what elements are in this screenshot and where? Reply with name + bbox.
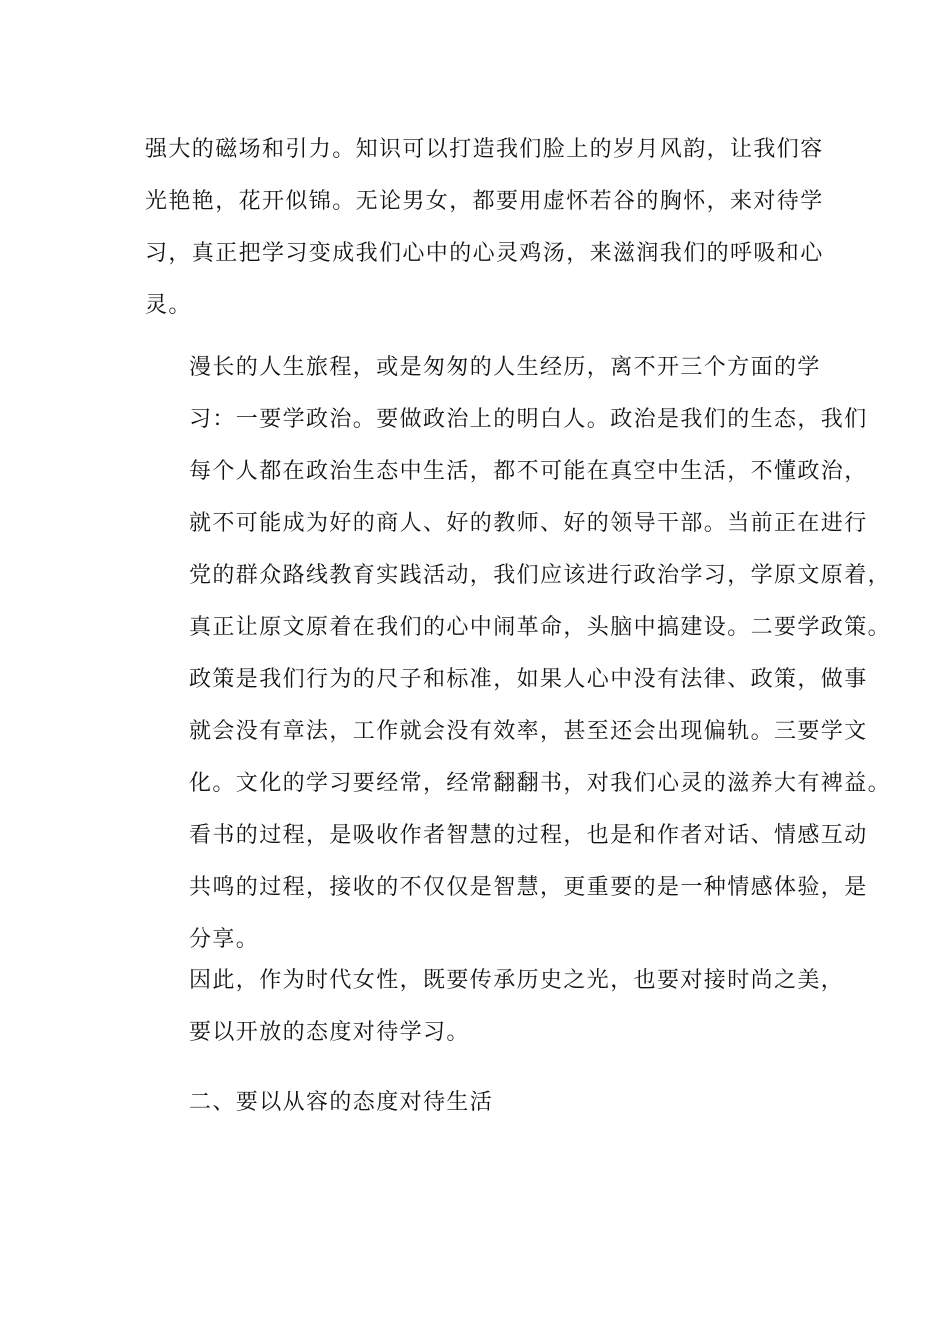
- text-line: 共鸣的过程，接收的不仅仅是智慧，更重要的是一种情感体验，是: [189, 875, 868, 900]
- text-line: 就不可能成为好的商人、好的教师、好的领导干部。当前正在进行: [189, 511, 868, 536]
- text-line: 分享。: [189, 927, 260, 952]
- text-line: 就会没有章法，工作就会没有效率，甚至还会出现偏轨。三要学文: [189, 719, 868, 744]
- text-line: 政策是我们行为的尺子和标准，如果人心中没有法律、政策，做事: [189, 667, 868, 692]
- text-line: 党的群众路线教育实践活动，我们应该进行政治学习，学原文原着，: [189, 563, 892, 588]
- section-heading: [145, 1077, 810, 1129]
- paragraph-1: [145, 124, 824, 332]
- text-line: 漫长的人生旅程，或是匆匆的人生经历，离不开三个方面的学: [189, 355, 821, 380]
- text-line: 灵。: [145, 293, 192, 318]
- text-line: 因此，作为时代女性，既要传承历史之光，也要对接时尚之美，: [189, 968, 845, 993]
- text-line: 习：一要学政治。要做政治上的明白人。政治是我们的生态，我们: [189, 407, 868, 432]
- text-line: 每个人都在政治生态中生活，都不可能在真空中生活，不懂政治，: [189, 459, 868, 484]
- text-line: 真正让原文原着在我们的心中闹革命，头脑中搞建设。二要学政策。: [189, 615, 892, 640]
- text-line: 强大的磁场和引力。知识可以打造我们脸上的岁月风韵，让我们容: [145, 137, 824, 162]
- paragraph-3: [145, 955, 845, 1059]
- text-line: 光艳艳，花开似锦。无论男女，都要用虚怀若谷的胸怀，来对待学: [145, 189, 824, 214]
- text-line: 习，真正把学习变成我们心中的心灵鸡汤，来滋润我们的呼吸和心: [145, 241, 824, 266]
- text-line: 化。文化的学习要经常，经常翻翻书，对我们心灵的滋养大有裨益。: [189, 771, 892, 796]
- text-line: 要以开放的态度对待学习。: [189, 1020, 470, 1045]
- paragraph-2: [145, 342, 892, 966]
- section-heading-text: 二、要以从容的态度对待生活: [189, 1090, 494, 1115]
- text-line: 看书的过程，是吸收作者智慧的过程，也是和作者对话、情感互动: [189, 823, 868, 848]
